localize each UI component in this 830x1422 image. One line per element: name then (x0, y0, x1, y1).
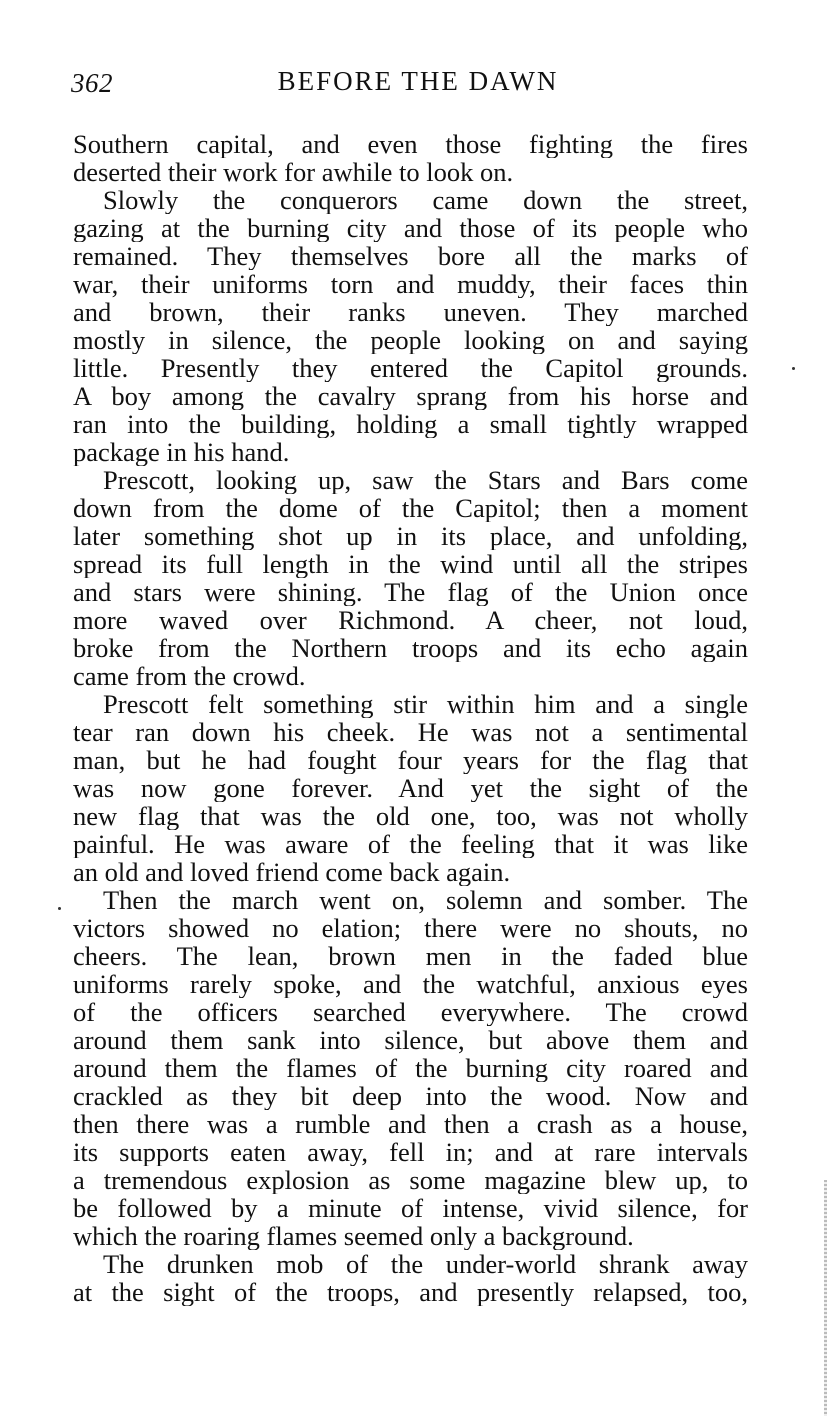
text-line: man, but he had fought four years for the flag that (73, 746, 748, 774)
text-line: spread its full length in the wind until all the stripes (73, 550, 748, 578)
text-line: and brown, their ranks uneven. They marched (73, 298, 748, 326)
text-line: remained. They themselves bore all the marks of (73, 242, 748, 270)
text-line: Then the march went on, solemn and somber. The (103, 886, 748, 914)
text-line: cheers. The lean, brown men in the faded blue (73, 942, 748, 970)
text-line: little. Presently they entered the Capitol grounds. (73, 354, 748, 382)
scan-speck (792, 367, 795, 370)
page-body (73, 130, 748, 1306)
text-line: its supports eaten away, fell in; and at rare intervals (73, 1138, 748, 1166)
text-line: down from the dome of the Capitol; then a moment (73, 494, 748, 522)
text-line: then there was a rumble and then a crash as a house, (73, 1110, 748, 1138)
text-line: painful. He was aware of the feeling that it was like (73, 830, 748, 858)
text-line: deserted their work for awhile to look on. (73, 158, 514, 186)
text-line: Prescott, looking up, saw the Stars and Bars come (103, 466, 748, 494)
text-line: later something shot up in its place, and unfolding, (73, 522, 748, 550)
text-line: crackled as they bit deep into the wood. Now and (73, 1082, 748, 1110)
text-line: at the sight of the troops, and presently relapsed, too, (73, 1278, 748, 1306)
text-line: new flag that was the old one, too, was not wholly (73, 802, 748, 830)
text-line: uniforms rarely spoke, and the watchful, anxious eyes (73, 970, 748, 998)
text-line: tear ran down his cheek. He was not a sentimental (73, 718, 748, 746)
paragraph (73, 1250, 748, 1306)
text-line: be followed by a minute of intense, vivid silence, for (73, 1194, 748, 1222)
text-line: A boy among the cavalry sprang from his horse and (73, 382, 748, 410)
text-line: The drunken mob of the under-world shrank away (103, 1250, 748, 1278)
text-line: came from the crowd. (73, 662, 306, 690)
running-title: BEFORE THE DAWN (277, 66, 559, 96)
paragraph (73, 466, 748, 690)
text-line: an old and loved friend come back again. (73, 858, 511, 886)
text-line: war, their uniforms torn and muddy, their faces thin (73, 270, 748, 298)
text-line: was now gone forever. And yet the sight of the (73, 774, 748, 802)
text-line: Slowly the conquerors came down the street, (103, 186, 748, 214)
paragraph (73, 130, 748, 186)
text-line: which the roaring flames seemed only a background. (73, 1222, 634, 1250)
text-line: around them sank into silence, but above them and (73, 1026, 748, 1054)
text-line: broke from the Northern troops and its echo again (73, 634, 748, 662)
text-line: mostly in silence, the people looking on and saying (73, 326, 748, 354)
text-line: and stars were shining. The flag of the Union once (73, 578, 748, 606)
text-line: around them the flames of the burning city roared and (73, 1054, 748, 1082)
page-number: 362 (71, 68, 113, 98)
scan-edge-shadow (824, 1180, 827, 1416)
text-line: more waved over Richmond. A cheer, not loud, (73, 606, 748, 634)
text-line: Prescott felt something stir within him and a single (103, 690, 748, 718)
text-line: ran into the building, holding a small tightly wrapped (73, 410, 748, 438)
paragraph (73, 186, 748, 466)
text-line: of the officers searched everywhere. The crowd (73, 998, 748, 1026)
text-line: package in his hand. (73, 438, 290, 466)
text-line: gazing at the burning city and those of its people who (73, 214, 748, 242)
paragraph (73, 690, 748, 886)
text-line: a tremendous explosion as some magazine blew up, to (73, 1166, 748, 1194)
text-line: Southern capital, and even those fighting the fires (73, 130, 748, 158)
paragraph (73, 886, 748, 1250)
scan-speck (58, 907, 61, 910)
text-line: victors showed no elation; there were no shouts, no (73, 914, 748, 942)
